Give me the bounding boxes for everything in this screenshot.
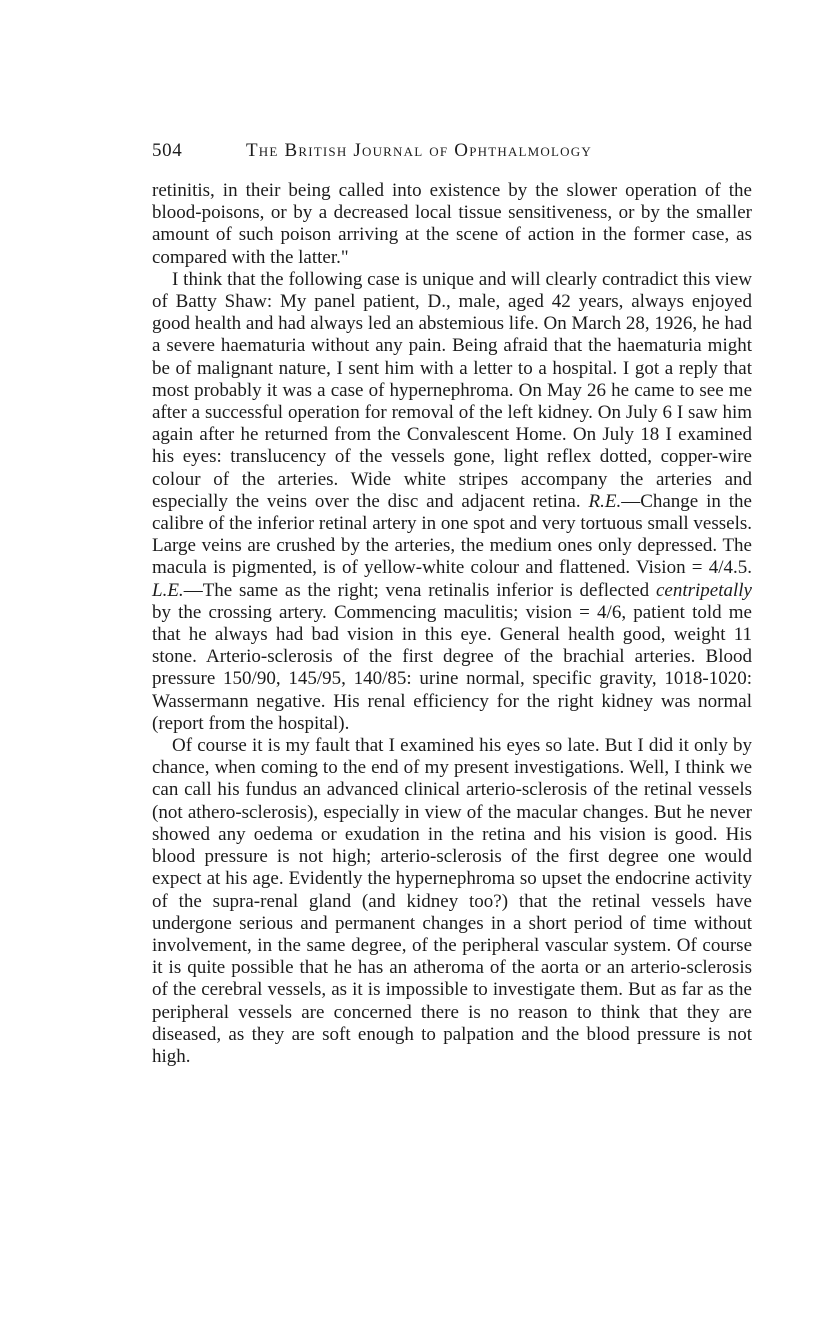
running-head (152, 140, 752, 180)
journal-page (152, 140, 752, 1068)
right-eye-label: R.E. (588, 490, 622, 512)
paragraph-discussion (152, 735, 752, 1068)
page-number: 504 (152, 140, 183, 161)
paragraph-text: retinitis, in their being called into existence by the slower operation of the blood-poisons, or by a decreased local tissue sensitiveness, or by the smaller amount of such poison arriving at the scene of action in the former case, as compared with the latter." (152, 180, 752, 268)
paragraph-text: —The same as the right; vena retinalis inferior is deflected (183, 579, 656, 601)
paragraph-text: —Change in the calibre of the inferior retinal artery in one spot and very tortuous small vessels. Large veins are crushed by the arteries, the medium ones only depressed. The macula is pigmented, is of yellow-white colour and flattened. Vision = 4/4.5. (152, 490, 752, 579)
paragraph-text: Of course it is my fault that I examined his eyes so late. But I did it only by chance, when coming to the end of my present investigations. Well, I think we can call his fundus an advanced clinical arterio-sclerosis of the retinal vessels (not athero-sclerosis), especially in view of the macular changes. But he never showed any oedema or exudation in the retina and his vision is good. His blood pressure is not high; arterio-sclerosis of the first degree one would expect at his age. Evidently the hypernephroma so upset the endocrine activity of the supra-renal gland (and kidney too?) that the retinal vessels have undergone serious and permanent changes in a short period of time without involvement, in the same degree, of the peripheral vascular system. Of course it is quite possible that he has an atheroma of the aorta or an arterio-sclerosis of the cerebral vessels, as it is impossible to investigate them. But as far as the peripheral vessels are concerned there is no reason to think that they are diseased, as they are soft enough to palpation and the blood pressure is not high. (152, 735, 752, 1067)
article-body (152, 180, 752, 1068)
paragraph-continuation (152, 180, 752, 269)
paragraph-case-report (152, 269, 752, 735)
paragraph-text: I think that the following case is unique and will clearly contradict this view of Batty Shaw: My panel patient, D., male, aged 42 years, always enjoyed good health and had always led an abstemious life. On March 28, 1926, he had a severe haematuria without any pain. Being afraid that the haematuria might be of malignant nature, I sent him with a letter to a hospital. I got a reply that most probably it was a case of hypernephroma. On May 26 he came to see me after a successful operation for removal of the left kidney. On July 6 I saw him again after he returned from the Convalescent Home. On July 18 I examined his eyes: translucency of the vessels gone, light reflex dotted, copper-wire colour of the arteries. Wide white stripes accompany the arteries and especially the veins over the disc and adjacent retina. (152, 268, 752, 512)
paragraph-text: by the crossing artery. Commencing maculitis; vision = 4/6, patient told me that he always had bad vision in this eye. General health good, weight 11 stone. Arterio-sclerosis of the first degree of the brachial arteries. Blood pressure 150/90, 145/95, 140/85: urine normal, specific gravity, 1018-1020: Wassermann negative. His renal efficiency for the right kidney was normal (report from the hospital). (152, 601, 752, 734)
emphasis-centripetally: centripetally (655, 579, 752, 601)
journal-title: The British Journal of Ophthalmology (246, 140, 592, 161)
left-eye-label: L.E. (152, 579, 184, 601)
